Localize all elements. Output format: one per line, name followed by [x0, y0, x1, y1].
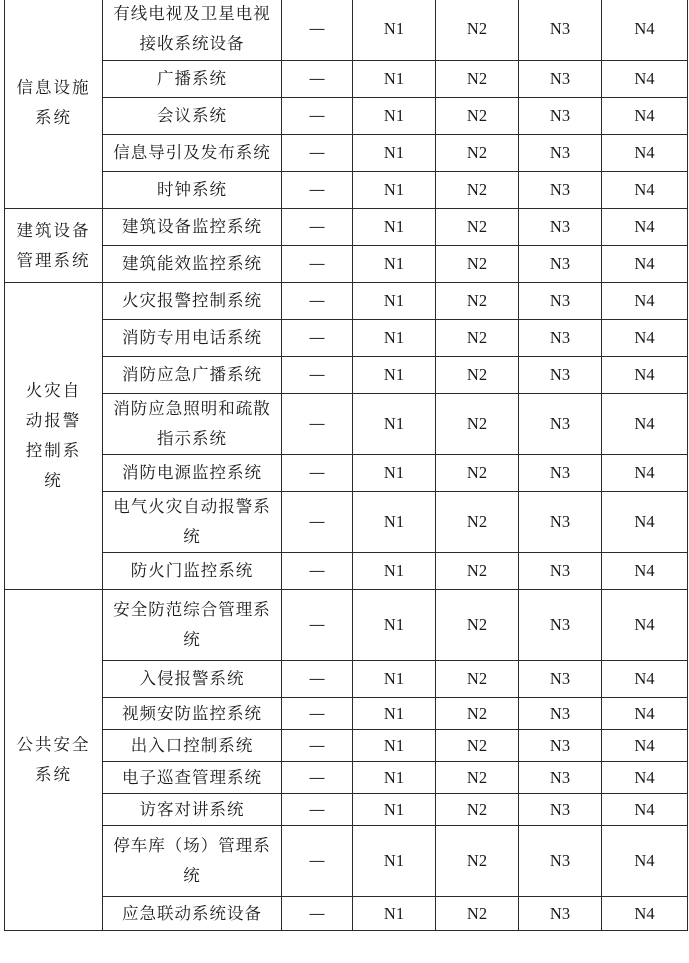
- system-name: 电气火灾自动报警系统: [113, 497, 271, 546]
- system-name: 访客对讲系统: [139, 799, 245, 819]
- level-cell-n2: N2: [436, 730, 519, 762]
- system-name-cell: [103, 98, 282, 135]
- level-cell-n3: N3: [519, 826, 602, 897]
- dash-cell: —: [282, 172, 353, 209]
- table-row: [5, 246, 688, 283]
- level-cell-n3: N3: [519, 590, 602, 661]
- dash-cell: —: [282, 246, 353, 283]
- level-cell-n4: N4: [602, 455, 688, 492]
- table-row: [5, 826, 688, 897]
- system-name-cell: [103, 209, 282, 246]
- level-cell-n1: N1: [353, 762, 436, 794]
- dash-cell: —: [282, 394, 353, 455]
- level-cell-n2: N2: [436, 553, 519, 590]
- dash-cell: —: [282, 492, 353, 553]
- level-cell-n2: N2: [436, 0, 519, 61]
- system-name: 安全防范综合管理系统: [113, 600, 271, 649]
- level-cell-n1: N1: [353, 357, 436, 394]
- level-cell-n1: N1: [353, 492, 436, 553]
- system-name-cell: [103, 172, 282, 209]
- table-row: [5, 320, 688, 357]
- level-cell-n3: N3: [519, 553, 602, 590]
- table-row: [5, 897, 688, 931]
- level-cell-n2: N2: [436, 61, 519, 98]
- level-cell-n3: N3: [519, 394, 602, 455]
- level-cell-n3: N3: [519, 762, 602, 794]
- system-name: 时钟系统: [157, 180, 227, 199]
- table-row: [5, 209, 688, 246]
- table-row: [5, 590, 688, 661]
- dash-cell: —: [282, 553, 353, 590]
- level-cell-n3: N3: [519, 730, 602, 762]
- dash-cell: —: [282, 61, 353, 98]
- level-cell-n3: N3: [519, 172, 602, 209]
- system-name-cell: [103, 246, 282, 283]
- level-cell-n3: N3: [519, 698, 602, 730]
- table-row: [5, 661, 688, 698]
- system-name-cell: [103, 394, 282, 455]
- level-cell-n3: N3: [519, 283, 602, 320]
- dash-cell: —: [282, 135, 353, 172]
- system-name-cell: [103, 0, 282, 61]
- table-row: [5, 492, 688, 553]
- system-name-cell: [103, 320, 282, 357]
- system-name-cell: [103, 762, 282, 794]
- level-cell-n3: N3: [519, 135, 602, 172]
- level-cell-n1: N1: [353, 135, 436, 172]
- system-name-cell: [103, 590, 282, 661]
- system-name: 出入口控制系统: [130, 735, 254, 755]
- system-name: 有线电视及卫星电视接收系统设备: [113, 4, 271, 53]
- system-name: 消防应急照明和疏散指示系统: [113, 399, 271, 448]
- level-cell-n4: N4: [602, 320, 688, 357]
- system-name-cell: [103, 283, 282, 320]
- level-cell-n2: N2: [436, 762, 519, 794]
- table-row: [5, 794, 688, 826]
- dash-cell: —: [282, 826, 353, 897]
- dash-cell: —: [282, 698, 353, 730]
- system-name: 火灾报警控制系统: [122, 291, 262, 310]
- level-cell-n1: N1: [353, 590, 436, 661]
- system-name-cell: [103, 730, 282, 762]
- system-name-cell: [103, 698, 282, 730]
- level-cell-n3: N3: [519, 0, 602, 61]
- level-cell-n4: N4: [602, 661, 688, 698]
- system-name-cell: [103, 492, 282, 553]
- level-cell-n4: N4: [602, 283, 688, 320]
- system-name: 入侵报警系统: [139, 669, 245, 688]
- system-name: 视频安防监控系统: [122, 703, 262, 723]
- dash-cell: —: [282, 283, 353, 320]
- system-name: 电子巡查管理系统: [122, 767, 262, 787]
- level-cell-n2: N2: [436, 826, 519, 897]
- level-cell-n4: N4: [602, 698, 688, 730]
- level-cell-n2: N2: [436, 135, 519, 172]
- level-cell-n2: N2: [436, 246, 519, 283]
- table-row: [5, 61, 688, 98]
- level-cell-n1: N1: [353, 320, 436, 357]
- system-name-cell: [103, 794, 282, 826]
- level-cell-n2: N2: [436, 283, 519, 320]
- system-name: 建筑设备监控系统: [122, 217, 262, 236]
- system-name-cell: [103, 661, 282, 698]
- dash-cell: —: [282, 320, 353, 357]
- level-cell-n1: N1: [353, 209, 436, 246]
- system-name: 消防应急广播系统: [122, 365, 262, 384]
- system-name-cell: [103, 826, 282, 897]
- level-cell-n3: N3: [519, 492, 602, 553]
- level-cell-n4: N4: [602, 61, 688, 98]
- level-cell-n1: N1: [353, 0, 436, 61]
- level-cell-n3: N3: [519, 794, 602, 826]
- table-row: [5, 455, 688, 492]
- table-row: [5, 394, 688, 455]
- level-cell-n1: N1: [353, 897, 436, 931]
- system-level-table: [4, 0, 688, 931]
- dash-cell: —: [282, 357, 353, 394]
- system-name-cell: [103, 897, 282, 931]
- level-cell-n1: N1: [353, 394, 436, 455]
- level-cell-n4: N4: [602, 553, 688, 590]
- system-name: 建筑能效监控系统: [122, 254, 262, 273]
- level-cell-n1: N1: [353, 698, 436, 730]
- level-cell-n2: N2: [436, 590, 519, 661]
- level-cell-n3: N3: [519, 357, 602, 394]
- table-row: [5, 357, 688, 394]
- dash-cell: —: [282, 762, 353, 794]
- system-name: 停车库（场）管理系统: [113, 836, 271, 885]
- system-name-cell: [103, 135, 282, 172]
- table-row: [5, 172, 688, 209]
- level-cell-n2: N2: [436, 492, 519, 553]
- table-row: [5, 698, 688, 730]
- level-cell-n1: N1: [353, 455, 436, 492]
- level-cell-n3: N3: [519, 320, 602, 357]
- level-cell-n1: N1: [353, 794, 436, 826]
- system-name: 会议系统: [157, 106, 227, 125]
- system-name-cell: [103, 553, 282, 590]
- category-cell: 公共安全系统: [5, 590, 103, 931]
- level-cell-n4: N4: [602, 172, 688, 209]
- level-cell-n4: N4: [602, 492, 688, 553]
- level-cell-n2: N2: [436, 897, 519, 931]
- level-cell-n4: N4: [602, 135, 688, 172]
- level-cell-n3: N3: [519, 661, 602, 698]
- system-name-cell: [103, 61, 282, 98]
- level-cell-n4: N4: [602, 762, 688, 794]
- dash-cell: —: [282, 590, 353, 661]
- category-cell: 火灾自动报警控制系统: [5, 283, 103, 590]
- level-cell-n2: N2: [436, 98, 519, 135]
- level-cell-n2: N2: [436, 794, 519, 826]
- level-cell-n3: N3: [519, 455, 602, 492]
- level-cell-n4: N4: [602, 394, 688, 455]
- system-name: 广播系统: [157, 69, 227, 88]
- level-cell-n4: N4: [602, 0, 688, 61]
- dash-cell: —: [282, 455, 353, 492]
- category-cell: 建筑设备管理系统: [5, 209, 103, 283]
- table-row: [5, 98, 688, 135]
- level-cell-n2: N2: [436, 394, 519, 455]
- table-row: [5, 0, 688, 61]
- dash-cell: —: [282, 209, 353, 246]
- level-cell-n4: N4: [602, 730, 688, 762]
- level-cell-n3: N3: [519, 897, 602, 931]
- dash-cell: —: [282, 794, 353, 826]
- dash-cell: —: [282, 98, 353, 135]
- system-name-cell: [103, 455, 282, 492]
- table-row: [5, 730, 688, 762]
- level-cell-n1: N1: [353, 661, 436, 698]
- table-row: [5, 553, 688, 590]
- dash-cell: —: [282, 0, 353, 61]
- level-cell-n4: N4: [602, 209, 688, 246]
- level-cell-n1: N1: [353, 61, 436, 98]
- level-cell-n4: N4: [602, 357, 688, 394]
- system-name: 消防专用电话系统: [122, 328, 262, 347]
- level-cell-n1: N1: [353, 730, 436, 762]
- level-cell-n3: N3: [519, 98, 602, 135]
- table-row: [5, 135, 688, 172]
- table-body: [5, 0, 688, 931]
- system-name: 信息导引及发布系统: [113, 143, 271, 162]
- level-cell-n4: N4: [602, 897, 688, 931]
- level-cell-n2: N2: [436, 209, 519, 246]
- level-cell-n2: N2: [436, 698, 519, 730]
- dash-cell: —: [282, 661, 353, 698]
- system-name: 消防电源监控系统: [122, 463, 262, 482]
- level-cell-n3: N3: [519, 246, 602, 283]
- level-cell-n2: N2: [436, 320, 519, 357]
- level-cell-n1: N1: [353, 98, 436, 135]
- system-name: 应急联动系统设备: [122, 903, 262, 923]
- dash-cell: —: [282, 730, 353, 762]
- table-row: [5, 762, 688, 794]
- dash-cell: —: [282, 897, 353, 931]
- level-cell-n1: N1: [353, 283, 436, 320]
- level-cell-n3: N3: [519, 209, 602, 246]
- level-cell-n1: N1: [353, 246, 436, 283]
- level-cell-n3: N3: [519, 61, 602, 98]
- level-cell-n4: N4: [602, 826, 688, 897]
- level-cell-n4: N4: [602, 98, 688, 135]
- level-cell-n2: N2: [436, 455, 519, 492]
- level-cell-n4: N4: [602, 246, 688, 283]
- level-cell-n1: N1: [353, 172, 436, 209]
- category-cell: 信息设施系统: [5, 0, 103, 209]
- level-cell-n1: N1: [353, 826, 436, 897]
- level-cell-n4: N4: [602, 590, 688, 661]
- system-name-cell: [103, 357, 282, 394]
- level-cell-n4: N4: [602, 794, 688, 826]
- level-cell-n2: N2: [436, 172, 519, 209]
- level-cell-n1: N1: [353, 553, 436, 590]
- system-name: 防火门监控系统: [130, 561, 254, 580]
- level-cell-n2: N2: [436, 357, 519, 394]
- level-cell-n2: N2: [436, 661, 519, 698]
- table-row: [5, 283, 688, 320]
